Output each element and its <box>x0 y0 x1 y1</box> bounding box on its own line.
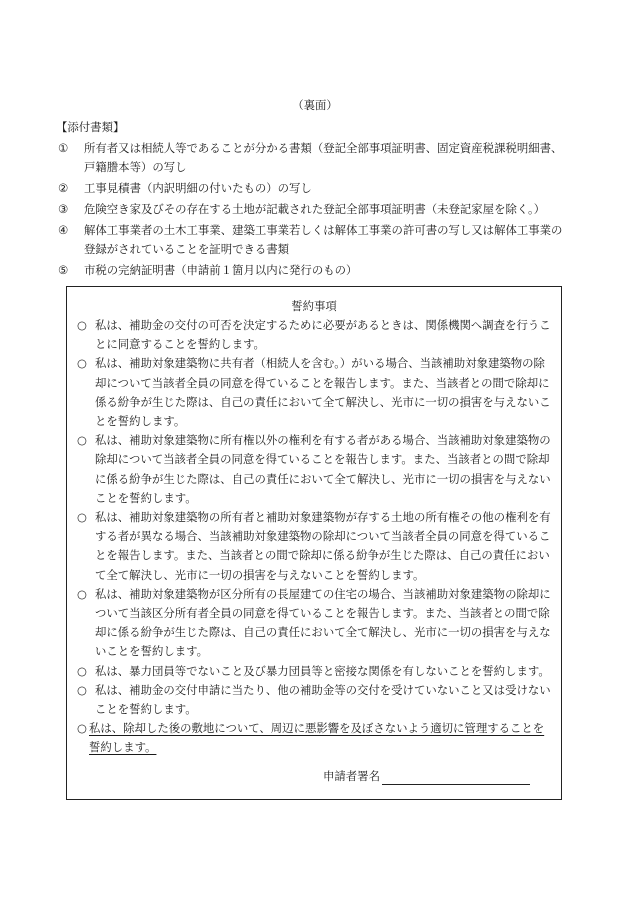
pledge-item <box>77 585 555 662</box>
attachment-number: ③ <box>58 202 69 216</box>
circle-bullet-icon: ○ <box>77 721 87 736</box>
attachment-text: 市税の完納証明書（申請前１箇月以内に発行のもの） <box>84 263 358 277</box>
attachment-number: ② <box>58 181 69 195</box>
pledge-item <box>77 681 555 719</box>
pledge-text: 私は、補助対象建築物に所有権以外の権利を有する者がある場合、当該補助対象建築物の除却について当該者全員の同意を得ていることを報告します。また、当該者との間で除却に係る紛争が生じた際は、自己の責任において全て解決し、光市に一切の損害を与えないことを誓約します。 <box>95 433 551 505</box>
attachments-heading: 【添付書類】 <box>56 120 125 134</box>
pledge-text: 私は、補助対象建築物が区分所有の長屋建ての住宅の場合、当該補助対象建築物の除却について当該区分所有者全員の同意を得ていることを報告します。また、当該者との間で除却に係る紛争が生じた際は、自己の責任において全て解決し、光市に一切の損害を与えないことを誓約します。 <box>95 586 551 659</box>
attachment-text: 所有者又は相続人等であることが分かる書類（登記全部事項証明書、固定資産税課税明細書、戸籍謄本等）の写し <box>84 141 563 174</box>
attachment-item <box>58 139 568 177</box>
circle-bullet-icon: ○ <box>77 586 87 601</box>
attachment-text: 解体工事業者の土木工事業、建築工事業若しくは解体工事業の許可書の写し又は解体工事業の登録がされていることを証明できる書類 <box>84 223 563 256</box>
signature-line[interactable] <box>382 770 530 785</box>
page-side-label: （裏面） <box>292 98 338 112</box>
pledge-item <box>77 662 555 681</box>
pledge-item <box>77 316 555 354</box>
pledge-text: 私は、補助対象建築物に共有者（相続人を含む。）がいる場合、当該補助対象建築物の除却について当該者全員の同意を得ていることを報告します。また、当該者との間で除却に係る紛争が生じた際は、自己の責任において全て解決し、光市に一切の損害を与えないことを誓約します。 <box>95 356 551 429</box>
signature-label: 申請者署名 <box>323 769 380 783</box>
circle-bullet-icon: ○ <box>77 663 87 678</box>
pledge-item <box>77 431 555 508</box>
pledge-text: 私は、補助対象建築物の所有者と補助対象建築物が存する土地の所有権その他の権利を有する者が異なる場合、当該補助対象建築物の除却について当該者全員の同意を得ていることを報告します。また、当該者との間で除却に係る紛争が生じた際は、自己の責任において全て解決し、光市に一切の損害を与えないことを誓約します。 <box>95 510 551 582</box>
attachments-list <box>58 139 568 282</box>
circle-bullet-icon: ○ <box>77 356 87 371</box>
attachment-number: ⑤ <box>58 263 69 277</box>
pledge-item <box>77 354 555 431</box>
circle-bullet-icon: ○ <box>77 433 87 448</box>
attachment-item <box>58 179 568 198</box>
pledge-box <box>66 286 562 800</box>
pledge-item-land-management <box>77 719 555 757</box>
pledge-text: 私は、暴力団員等でないこと及び暴力団員等と密接な関係を有しないことを誓約します。 <box>95 663 550 678</box>
attachment-item <box>58 261 568 280</box>
attachment-item <box>58 221 568 259</box>
pledge-title: 誓約事項 <box>291 299 337 313</box>
pledge-text: 私は、補助金の交付申請に当たり、他の補助金等の交付を受けていないこと又は受けないことを誓約します。 <box>95 682 551 717</box>
attachment-number: ① <box>58 141 69 155</box>
pledge-text: 私は、補助金の交付の可否を決定するために必要があるときは、関係機関へ調査を行うことに同意することを誓約します。 <box>95 318 551 352</box>
attachment-text: 危険空き家及びその存在する土地が記載された登記全部事項証明書（未登記家屋を除く。） <box>84 202 546 216</box>
attachment-item <box>58 200 568 219</box>
pledge-list <box>77 316 555 758</box>
circle-bullet-icon: ○ <box>77 510 87 525</box>
pledge-text: 私は、除却した後の敷地について、周辺に悪影響を及ぼさないよう適切に管理することを誓約します。 <box>89 721 545 755</box>
circle-bullet-icon: ○ <box>77 318 87 332</box>
pledge-item <box>77 508 555 585</box>
attachment-number: ④ <box>58 223 69 237</box>
circle-bullet-icon: ○ <box>77 682 87 697</box>
signature-row <box>323 767 530 785</box>
attachment-text: 工事見積書（内訳明細の付いたもの）の写し <box>84 181 312 195</box>
